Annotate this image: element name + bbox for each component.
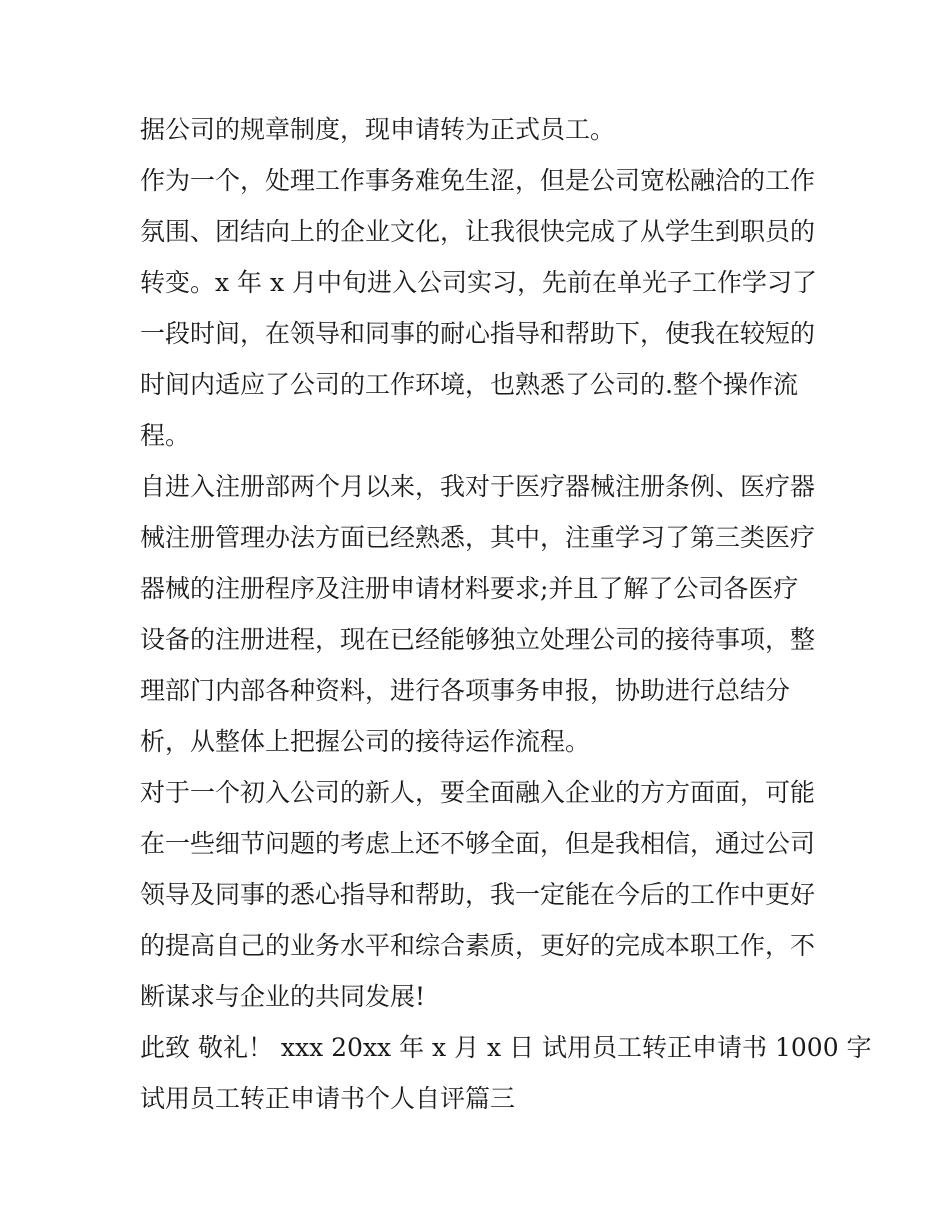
text-line: 械注册管理办法方面已经熟悉，其中，注重学习了第三类医疗 — [140, 523, 816, 552]
text-line: 据公司的规章制度，现申请转为正式员工。 — [140, 115, 616, 144]
text-line: 设备的注册进程，现在已经能够独立处理公司的接待事项，整 — [140, 625, 816, 654]
document-body — [140, 104, 872, 1124]
text-line: 时间内适应了公司的工作环境，也熟悉了公司的.整个操作流 — [140, 370, 798, 399]
text-line: 氛围、团结向上的企业文化，让我很快完成了从学生到职员的 — [140, 217, 816, 246]
text-line: 作为一个，处理工作事务难免生涩，但是公司宽松融洽的工作 — [140, 166, 816, 195]
text-line: 领导及同事的悉心指导和帮助，我一定能在今后的工作中更好 — [140, 880, 816, 909]
text-line: 理部门内部各种资料，进行各项事务申报，协助进行总结分 — [140, 676, 791, 705]
text-line: 器械的注册程序及注册申请材料要求;并且了解了公司各医疗 — [140, 574, 799, 603]
text-line: 断谋求与企业的共同发展! — [140, 982, 426, 1011]
text-line: 程。 — [140, 421, 191, 450]
section-heading: 试用员工转正申请书个人自评篇三 — [140, 1084, 516, 1113]
text-line: 在一些细节问题的考虑上还不够全面，但是我相信，通过公司 — [140, 829, 816, 858]
text-line: 对于一个初入公司的新人，要全面融入企业的方方面面，可能 — [140, 778, 816, 807]
text-line: 析，从整体上把握公司的接待运作流程。 — [140, 727, 591, 756]
text-line: 转变。x 年 x 月中旬进入公司实习，先前在单光子工作学习了 — [140, 268, 818, 297]
text-line: 的提高自己的业务水平和综合素质，更好的完成本职工作，不 — [140, 931, 816, 960]
text-line: 一段时间，在领导和同事的耐心指导和帮助下，使我在较短的 — [140, 319, 816, 348]
closing-line: 此致 敬礼！ xxx 20xx 年 x 月 x 日 试用员工转正申请书 1000 字 — [140, 1033, 872, 1062]
text-line: 自进入注册部两个月以来，我对于医疗器械注册条例、医疗器 — [140, 472, 816, 501]
